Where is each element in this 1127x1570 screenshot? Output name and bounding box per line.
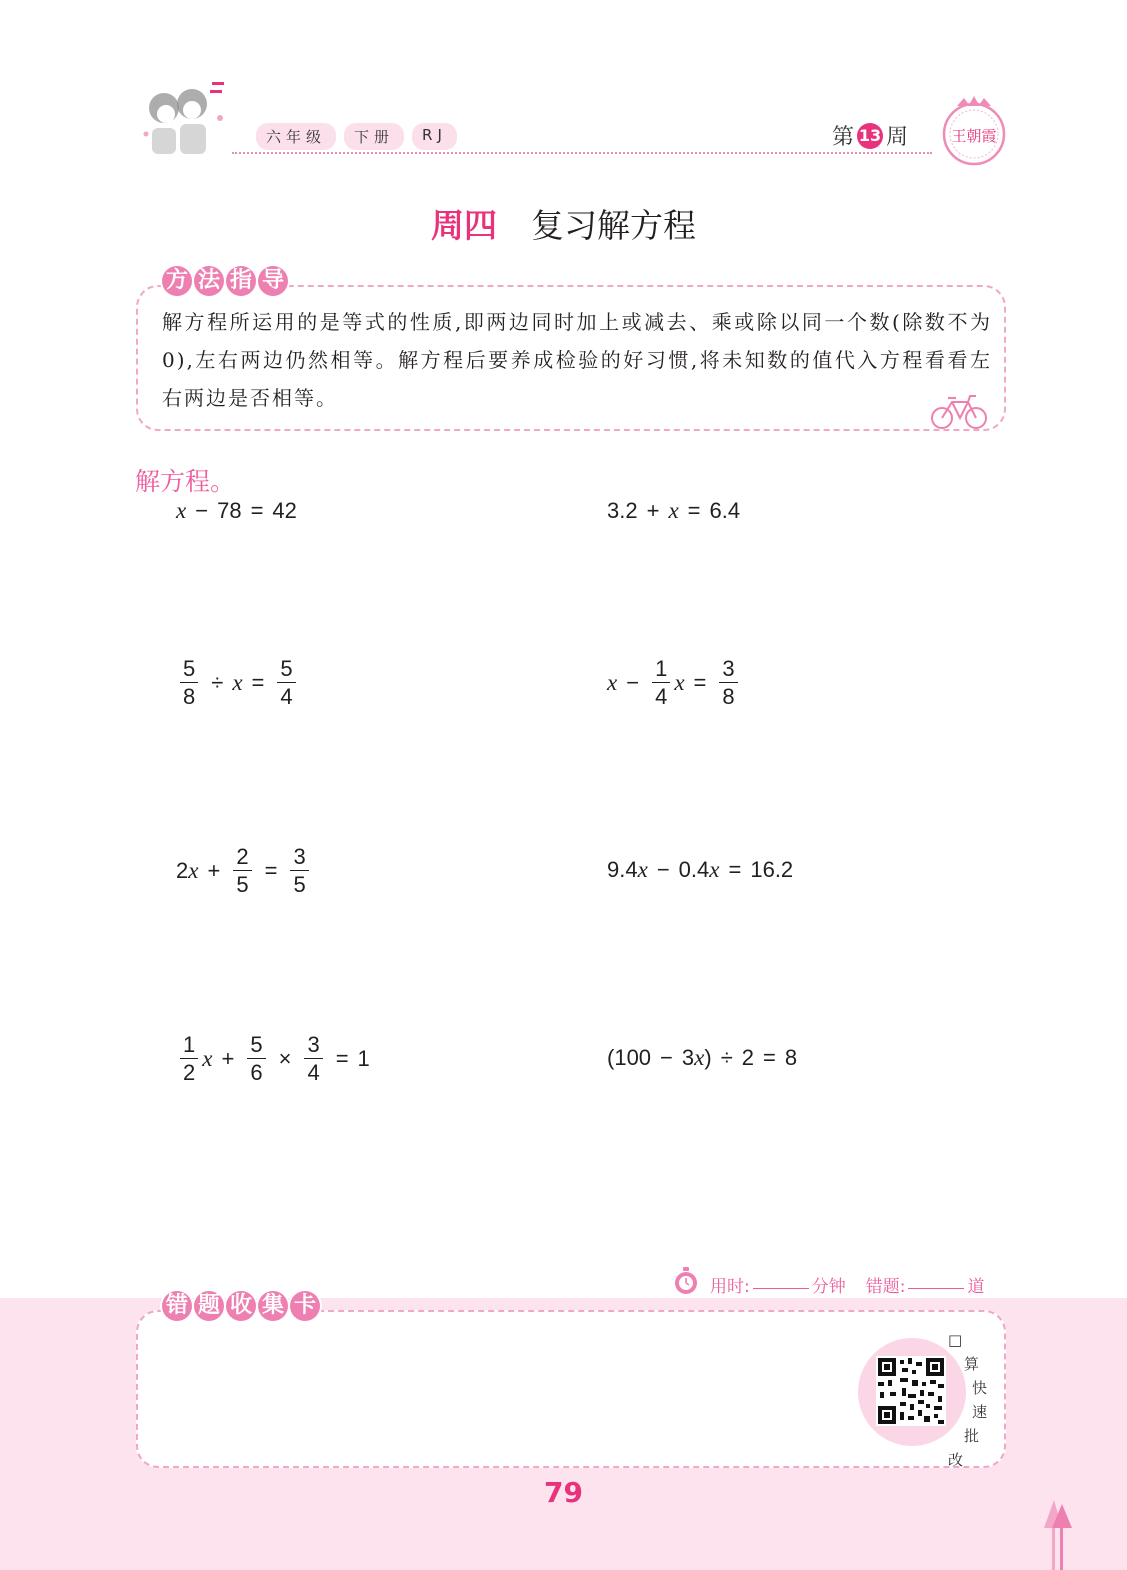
variable: x: [694, 1045, 705, 1070]
operator: +: [646, 498, 660, 523]
number: 2: [741, 1045, 755, 1070]
equation-4: [607, 658, 742, 708]
denominator: 5: [233, 870, 251, 896]
method-guide-label: [162, 266, 288, 296]
page-title: [0, 200, 1127, 247]
variable: x: [668, 498, 679, 523]
operator: +: [221, 1046, 235, 1071]
paren-close: ): [704, 1045, 712, 1070]
qr-code-icon[interactable]: [876, 1356, 946, 1426]
numerator: 3: [307, 1032, 320, 1057]
operator: −: [626, 670, 640, 695]
variable: x: [232, 670, 243, 695]
week-suffix: 周: [886, 125, 909, 150]
equals: =: [728, 857, 742, 882]
numerator: 5: [250, 1032, 263, 1057]
fraction: [304, 1034, 322, 1084]
numerator: 1: [183, 1032, 196, 1057]
number: 3.2: [607, 498, 638, 523]
exercise-section-title: 解方程。: [135, 467, 236, 496]
equals: =: [335, 1046, 349, 1071]
fraction: [233, 846, 251, 896]
week-indicator: [832, 120, 908, 151]
qr-caption-line: 算: [964, 1355, 980, 1373]
label-char: 收: [226, 1291, 256, 1321]
equation-7: [176, 1034, 370, 1084]
label-char: 卡: [290, 1291, 320, 1321]
grade-badge-group: [256, 123, 457, 150]
variable: x: [176, 498, 187, 523]
denominator: 6: [247, 1058, 265, 1084]
variable: x: [188, 858, 199, 883]
variable: x: [607, 670, 618, 695]
denominator: 8: [180, 682, 198, 708]
day-label: 周四: [431, 206, 497, 245]
fraction: [719, 658, 737, 708]
denominator: 4: [304, 1058, 322, 1084]
denominator: 5: [290, 870, 308, 896]
stats-line: [710, 1272, 984, 1297]
arrow-up-icon: [1040, 1500, 1076, 1570]
error-collection-label: [162, 1291, 320, 1321]
equals: =: [693, 670, 707, 695]
label-char: 导: [258, 266, 288, 296]
equals: =: [251, 670, 265, 695]
label-char: 方: [162, 266, 192, 296]
label-char: 错: [162, 1291, 192, 1321]
label-char: 法: [194, 266, 224, 296]
qr-caption-line: □: [948, 1331, 963, 1349]
edition-badge: RJ: [412, 123, 457, 150]
operator: ÷: [720, 1045, 733, 1070]
fraction: [277, 658, 295, 708]
number: 9.4: [607, 857, 638, 882]
bicycle-icon: [930, 390, 988, 430]
numerator: 3: [293, 844, 306, 869]
variable: x: [637, 857, 648, 882]
fraction: [180, 1034, 198, 1084]
time-unit: 分钟: [811, 1277, 846, 1297]
denominator: 8: [719, 682, 737, 708]
number: 2: [176, 858, 189, 883]
qr-caption-line: 快: [972, 1379, 988, 1397]
number: 100: [614, 1045, 652, 1070]
stopwatch-icon: [672, 1266, 700, 1296]
week-prefix: 第: [832, 125, 855, 150]
fraction: [247, 1034, 265, 1084]
qr-caption-line: 批: [964, 1427, 980, 1445]
fraction: [652, 658, 670, 708]
variable: x: [202, 1046, 213, 1071]
paren-open: (: [607, 1045, 615, 1070]
page-number: 79: [544, 1476, 583, 1509]
operator: −: [660, 1045, 673, 1070]
equation-1: [176, 498, 297, 524]
equation-6: [607, 857, 793, 883]
header-divider: [232, 152, 932, 154]
author-seal-logo: [937, 94, 1011, 168]
number: 42: [272, 498, 297, 523]
kids-illustration-icon: [140, 78, 232, 160]
number: 1: [357, 1046, 370, 1071]
variable: x: [674, 670, 685, 695]
equals: =: [264, 858, 278, 883]
numerator: 2: [236, 844, 249, 869]
equation-8: [607, 1045, 797, 1071]
topic-label: 复习解方程: [531, 206, 696, 245]
operator: ÷: [211, 670, 224, 695]
equals: =: [687, 498, 701, 523]
variable: x: [709, 857, 720, 882]
qr-caption-line: 速: [972, 1403, 988, 1421]
label-char: 题: [194, 1291, 224, 1321]
operator: −: [656, 857, 670, 882]
label-char: 集: [258, 1291, 288, 1321]
numerator: 5: [280, 656, 293, 681]
equation-3: [176, 658, 300, 708]
time-blank[interactable]: [753, 1272, 809, 1289]
qr-caption: [944, 1328, 987, 1472]
label-char: 指: [226, 266, 256, 296]
numerator: 5: [183, 656, 196, 681]
seal-text: 王朝霞: [951, 127, 997, 145]
fraction: [290, 846, 308, 896]
time-label: 用时:: [710, 1277, 750, 1297]
denominator: 4: [277, 682, 295, 708]
number: 6.4: [709, 498, 741, 523]
operator: −: [195, 498, 209, 523]
number: 16.2: [750, 857, 794, 882]
qr-caption-line: 改: [948, 1451, 964, 1469]
equals: =: [763, 1045, 776, 1070]
denominator: 4: [652, 682, 670, 708]
number: 3: [681, 1045, 695, 1070]
equation-5: [176, 846, 313, 896]
method-guide-text: 解方程所运用的是等式的性质,即两边同时加上或减去、乘或除以同一个数(除数不为0),左右两边仍然相等。解方程后要养成检验的好习惯,将未知数的值代入方程看看左右两边是否相等。: [162, 310, 992, 410]
equation-2: [607, 498, 740, 524]
number: 78: [217, 498, 242, 523]
error-count-blank[interactable]: [908, 1272, 964, 1289]
fraction: [180, 658, 198, 708]
number: 8: [784, 1045, 798, 1070]
operator: ×: [278, 1046, 292, 1071]
operator: +: [207, 858, 221, 883]
volume-badge: 下册: [344, 123, 404, 150]
denominator: 2: [180, 1058, 198, 1084]
error-count-unit: 道: [967, 1277, 985, 1297]
grade-badge: 六年级: [256, 123, 336, 150]
numerator: 1: [655, 656, 668, 681]
week-number: 13: [857, 123, 883, 149]
error-count-label: 错题:: [865, 1277, 906, 1297]
numerator: 3: [722, 656, 735, 681]
equals: =: [250, 498, 264, 523]
number: 0.4: [678, 857, 710, 882]
